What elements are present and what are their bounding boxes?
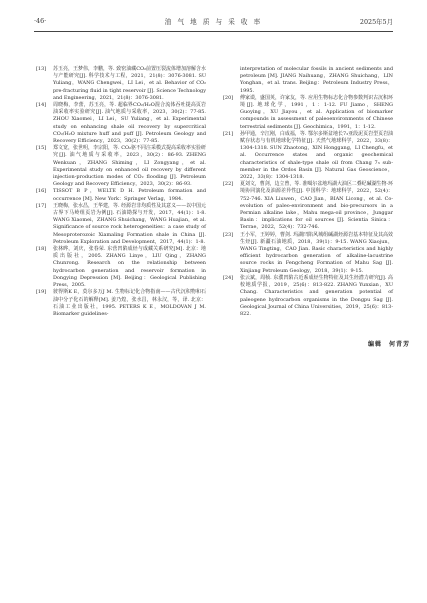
reference-number: [13] <box>36 66 47 72</box>
reference-text: interpretation of molecular fossils in ancient sediments and petroleum [M]. JIANG Naihuang，ZHANG Shuichang，LIN Yonghan，et al. trans. Beijing：Petroleum Industry Press，1995. <box>240 66 393 94</box>
reference-number: [20] <box>223 94 234 101</box>
reference-entry <box>223 232 393 275</box>
reference-entry <box>223 131 393 181</box>
reference-entry <box>36 289 206 318</box>
reference-text: 郑文宽，张世明，李宗阳，等. CO₂驱不同注采模式提高采收率实验研究[J]. 油气地质与采收率，2023，30(2)：86-93. ZHENG Wenkuan，ZHANG Shiming，LI Zongyang，et al. Experimental study on enhanced oil recovery by different injection-production modes of CO₂ flooding [J]. Petroleum Geology and Recovery Efficiency，2023，30(2)：86-93. <box>53 145 206 188</box>
reference-number: [17] <box>36 202 47 209</box>
reference-entry <box>36 203 206 246</box>
reference-text: 傅家谟，盛国英，许家友，等. 应用生物标志化合物参数判识古沉积环境[J]. 地球化学，1991，1：1-12. FU Jiamo，SHENG Guoying，XU Jiayou，et al. Application of biomarker compounds in assessment of paleoenvironments of Chinese terrestrial sediments [J]. Geochimica，1991，1：1-12. <box>240 94 393 130</box>
reference-entry <box>223 275 393 318</box>
reference-text: 彼得斯K E，莫尔多万J M. 生物标记化合物指南——古代沉积物和石油中分子化石的解释[M]. 姜乃煌，张水昌，林永汉，等，译. 北京：石油工业出版社，1995. PETERS K E，MOLDOVAN J M. Biomarker guidelines- <box>53 289 206 317</box>
reference-number: [18] <box>36 246 47 253</box>
reference-entry <box>36 246 206 289</box>
header-rule <box>34 31 393 32</box>
issue-date: 2025年5月 <box>359 18 393 26</box>
page-header <box>34 14 393 28</box>
reference-text: 张云斌，周桢. 东濮凹陷古近系成烃生物特征及其生烃潜力研究[J]. 高校地质学报，2019，25(6)：813-822. ZHANG Yunxian，XU Chang. Characteristics and generation potential of paleogene hydrocarbon organisms in the Dongpu Sag [J]. Geological Journal of China Universities，2019，25(6)：813-822. <box>240 274 393 317</box>
reference-text: 夏刘文，曹剑，边立曾，等. 准噶尔盆地玛湖大油区二叠纪碱湖生物-环境协同演化及油源差异性[J]. 中国科学：地球科学，2022，52(4)：752-746. XIA Liuwen，CAO Jian，BIAN Licong，et al. Co-evolution of paleo-environment and bio-precursors in a Permian alkaline lake，Mahu mega-oil province，Junggar Basin：implications for oil sources [J]. Scientia Sinica：Terrae，2022，52(4)：732-746. <box>240 181 393 231</box>
reference-number: [14] <box>36 102 47 109</box>
reference-entry <box>36 188 206 202</box>
journal-title: 油 气 地 质 与 采 收 率 <box>164 18 263 26</box>
reference-number: [15] <box>36 145 47 152</box>
reference-number: [23] <box>223 231 234 238</box>
reference-entry <box>36 66 206 102</box>
reference-text: TISSOT B P，WELTE D H. Petroleum formation and occurrence [M]. New York：Springer Verlag，1984. <box>53 188 206 202</box>
editor-credit: 编辑 何青芳 <box>368 341 411 348</box>
reference-text: 王晓梅，张水昌，王华建，等. 经源岩非均质性及其意义——以中国元古界下马岭组页岩为例[J]. 石油勘探与开发，2017，44(1)：1-8. WANG Xiaomei，ZHANG Shuichang，WANG Huajian，et al. Significance of source rock heterogeneities：a case study of Mesoproterozoic Xiamaling Formation shale in China [J]. Petroleum Exploration and Development，2017，44(1)：1-8. <box>53 202 206 245</box>
reference-text: 苏玉亮，王梦伟，李鹏，等. 致密油藏CO₂前置压裂流体增加溶解含水与产能研究[J]. 科学技术与工程，2021，21(8)：3076-3081. SU Yuliang，WANG Chengwei，LI Lei，et al. Behavior of CO₂ pre-fracturing fluid in tight reservoir [J]. Science Technology and Engineering，2021，21(8)：3076-3081. <box>53 66 206 101</box>
reference-number: [19] <box>36 289 47 296</box>
page-number: ·46· <box>34 17 47 25</box>
left-column-references <box>36 66 206 318</box>
reference-entry <box>36 145 206 188</box>
reference-entry <box>36 102 206 145</box>
reference-number: [24] <box>223 274 234 281</box>
reference-number: [16] <box>36 188 47 195</box>
reference-number: [22] <box>223 181 234 188</box>
reference-entry <box>223 95 393 131</box>
reference-text: 张林晔，刘庆，张春荣. 东营凹陷成烃与成藏关系研究[M]. 北京：地质出版社，2005. ZHANG Linye，LIU Qing，ZHANG Chunrong. Research on the relationship between hydrocarbon generation and reservoir formation in Dongying Depression [M]. Beijing：Geological Publishing Press，2005. <box>53 246 206 289</box>
reference-entry <box>223 181 393 231</box>
reference-text: 孙甲通，辛江刚，白成福，等. 鄂尔多斯盆地长7₃亚段泥页岩型页岩油赋存状态与有机地球化学特征[J]. 天然气地球科学，2022，33(8)：1304-1318. SUN Zhaotong，XIN Honggang，LI Chengfu，et al. Occurrence states and organic geochemical characteristics of shale-type shale oil from Chang 7₃ sub-member in the Ordos Basin [J]. Natural Gas Geoscience，2022，33(8)：1304-1318. <box>240 130 393 181</box>
right-column-references <box>223 66 393 318</box>
reference-text: 周晓梅，李蕾，苏玉亮，等. 超临界CO₂/H₂O混合流体吞吐提高页岩油采收率实验研究[J]. 油气地质与采收率，2023，30(2)：77-85. ZHOU Xiaomei，LI Lei，SU Yuliang，et al. Experimental study on enhancing shale oil recovery by supercritical CO₂/H₂O mixture huff and puff [J]. Petroleum Geology and Recovery Efficiency，2023，30(2)：77-85. <box>53 102 206 145</box>
reference-number: [21] <box>223 130 234 137</box>
reference-entry <box>223 66 393 95</box>
reference-text: 王小军，王婷婷，曹剑. 玛湖凹陷风城组碱湖烃源岩基本特征及其高效生烃[J]. 新疆石油地质，2018，39(1)：9-15. WANG Xiaojun，WANG Tingting，CAO Jian. Basic characteristics and highly efficient hydrocarbon generation of alkaline-lacustrine source rocks in Fengcheng Formation of Mahu Sag [J]. Xinjiang Petroleum Geology，2018，39(1)：9-15. <box>240 231 393 274</box>
